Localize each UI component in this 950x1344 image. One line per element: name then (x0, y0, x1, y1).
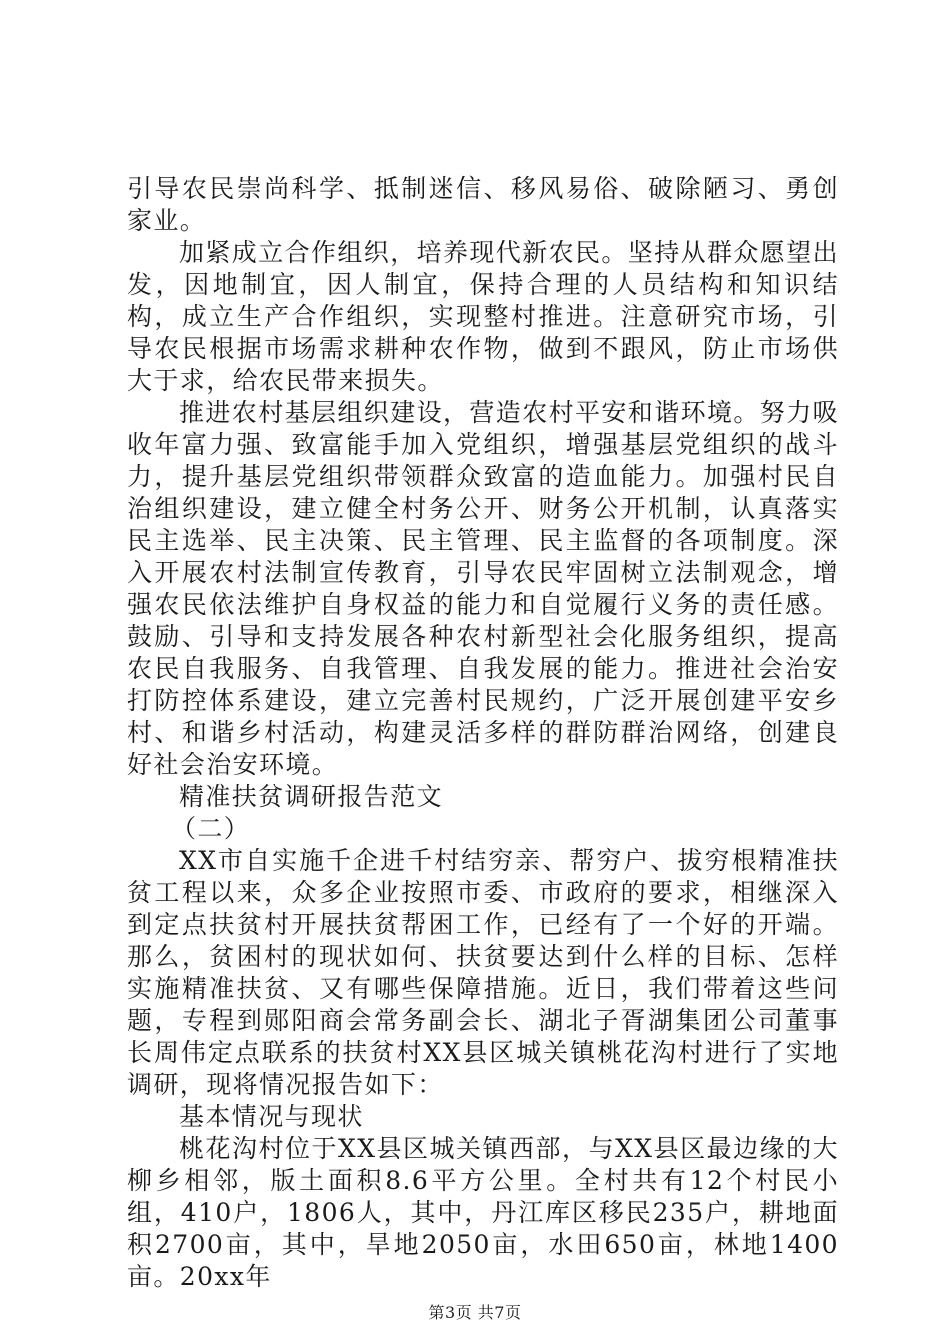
subsection-heading-basic-situation: 基本情况与现状 (179, 1102, 364, 1131)
paragraph-continuation: 引导农民崇尚科学、抵制迷信、移风易俗、破除陋习、勇创家业。 (127, 174, 839, 235)
paragraph-cooperative-organization: 加紧成立合作组织，培养现代新农民。坚持从群众愿望出发，因地制宜，因人制宜，保持合理的人员结构和知识结构，成立生产合作组织，实现整村推进。注意研究市场，引导农民根据市场需求耕种农作物，做到不跟风，防止市场供大于求，给农民带来损失。 (127, 238, 840, 395)
paragraph-grassroots-organization: 推进农村基层组织建设，营造农村平安和谐环境。努力吸收年富力强、致富能手加入党组织，增强基层党组织的战斗力，提升基层党组织带领群众致富的造血能力。加强村民自治组织建设，建立健全村务公开、财务公开机制，认真落实民主选举、民主决策、民主管理、民主监督的各项制度。深入开展农村法制宣传教育，引导农民牢固树立法制观念，增强农民依法维护自身权益的能力和自觉履行义务的责任感。鼓励、引导和支持发展各种农村新型社会化服务组织，提高农民自我服务、自我管理、自我发展的能力。推进社会治安打防控体系建设，建立完善村民规约，广泛开展创建平安乡村、和谐乡村活动，构建灵活多样的群防群治网络，创建良好社会治安环境。 (127, 398, 840, 779)
page-number-footer: 第3页 共7页 (428, 1303, 522, 1322)
paragraph-village-overview: 桃花沟村位于XX县区城关镇西部，与XX县区最边缘的大柳乡相邻，版土面积8.6平方公里。全村共有12个村民小组，410户，1806人，其中，丹江库区移民235户，耕地面积2700亩，其中，旱地2050亩，水田650亩，林地1400亩。20xx年 (127, 1134, 839, 1291)
section-number: （二） (171, 814, 251, 843)
paragraph-introduction: XX市自实施千企进千村结穷亲、帮穷户、拔穷根精准扶贫工程以来，众多企业按照市委、市政府的要求，相继深入到定点扶贫村开展扶贫帮困工作，已经有了一个好的开端。那么，贫困村的现状如何、扶贫要达到什么样的目标、怎样实施精准扶贫、又有哪些保障措施。近日，我们带着这些问题，专程到郧阳商会常务副会长、湖北子胥湖集团公司董事长周伟定点联系的扶贫村XX县区城关镇桃花沟村进行了实地调研，现将情况报告如下： (127, 846, 839, 1099)
document-body (127, 173, 839, 1293)
section-title: 精准扶贫调研报告范文 (179, 782, 444, 811)
